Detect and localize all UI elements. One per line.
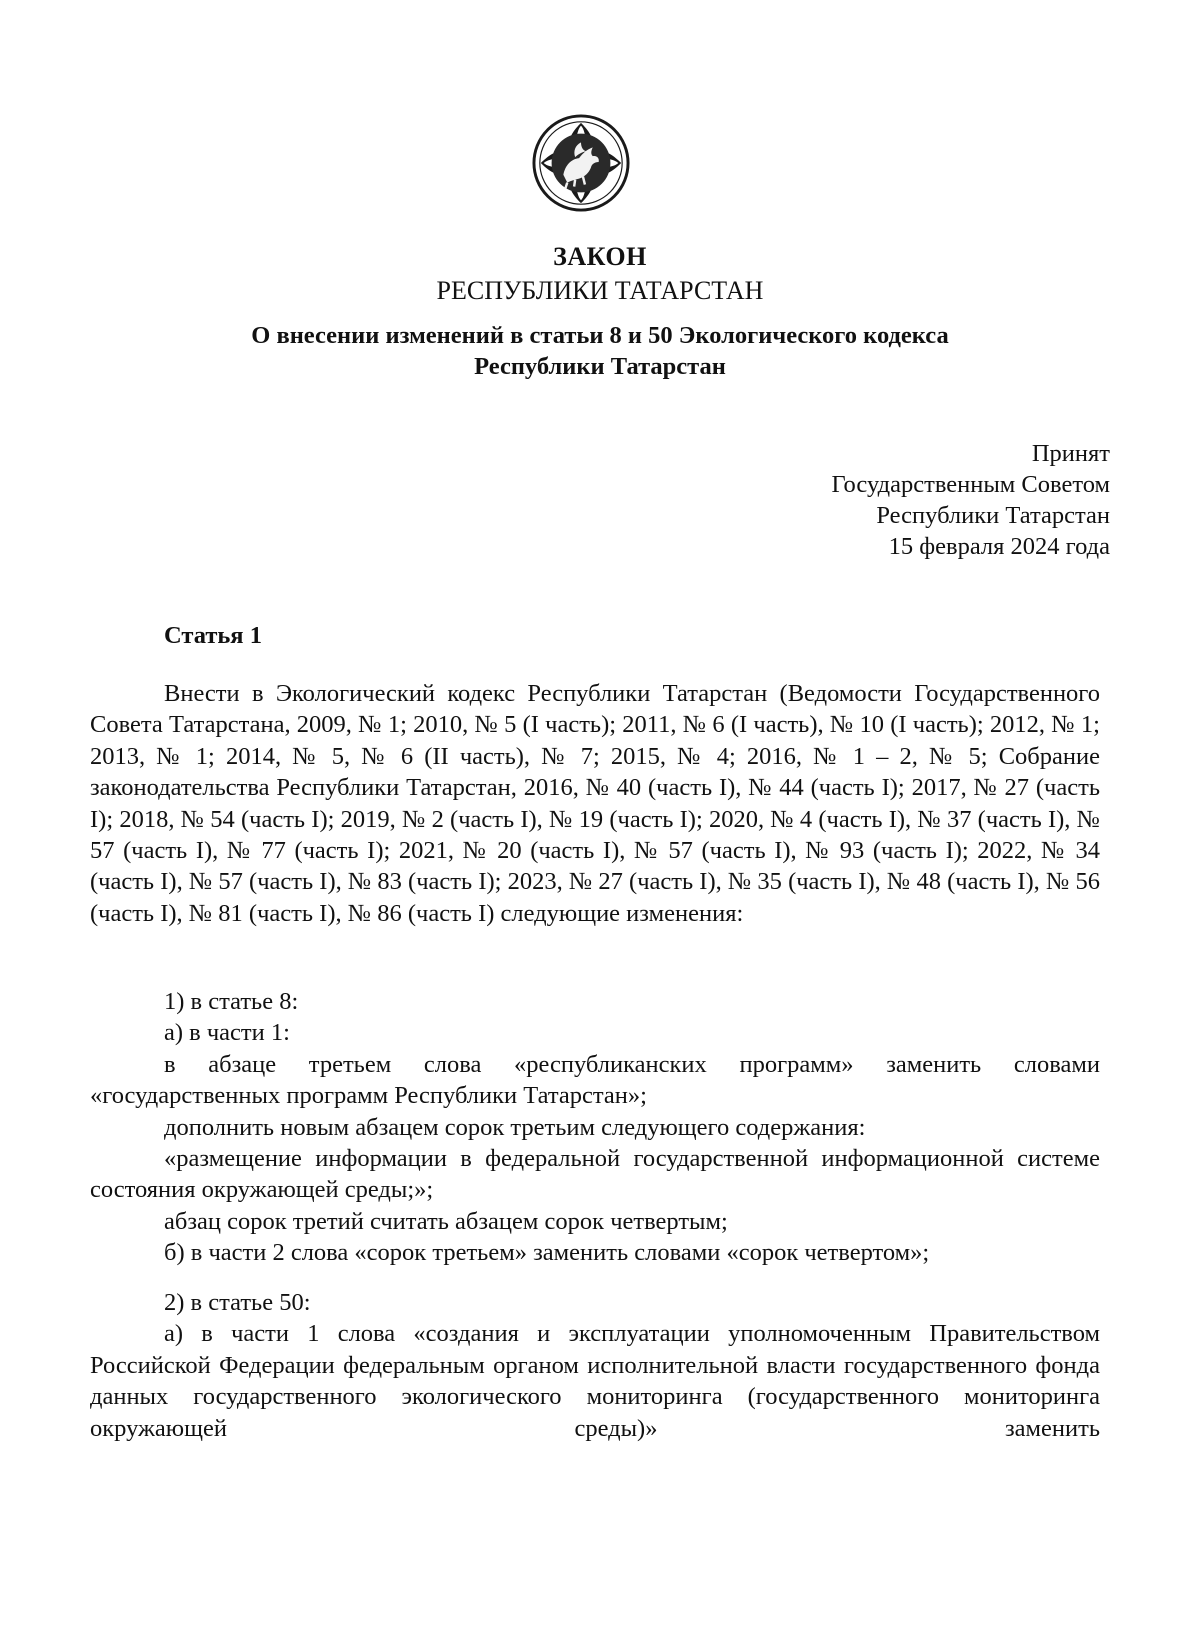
intro-paragraph: Внести в Экологический кодекс Республики Татарстан (Ведомости Государственного Совета Татарстана, 2009, № 1; 2010, № 5 (I часть); 2011, № 6 (I часть), № 10 (I часть); 2012, № 1; 2013, № 1; 2014, № 5, № 6 (II часть), № 7; 2015, № 4; 2016, № 1 – 2, № 5; Собрание законодательства Республики Татарстан, 2016, № 40 (часть I), № 44 (часть I); 2017, № 27 (часть I); 2018, № 54 (часть I); 2019, № 2 (часть I), № 19 (часть I); 2020, № 4 (часть I), № 37 (часть I), № 57 (часть I), № 77 (часть I); 2021, № 20 (часть I), № 57 (часть I), № 93 (часть I); 2022, № 34 (часть I), № 57 (часть I), № 83 (часть I); 2023, № 27 (часть I), № 35 (часть I), № 48 (часть I), № 56 (часть I), № 81 (часть I), № 86 (часть I) следующие изменения: — [90, 680, 1100, 927]
law-title — [0, 320, 1200, 382]
sub-item-a: а) в части 1: — [164, 1019, 290, 1047]
amendment-paragraph: абзац сорок третий считать абзацем сорок четвертым; — [164, 1207, 728, 1235]
law-title-line: Республики Татарстан — [474, 353, 726, 380]
law-heading: ЗАКОН — [553, 242, 647, 271]
amendment-paragraph: в абзаце третьем слова «республиканских программ» заменить словами «государственных программ Республики Татарстан»; — [90, 1050, 1100, 1110]
article-intro — [90, 678, 1100, 929]
adoption-line: Республики Татарстан — [876, 502, 1110, 529]
sub-item-b: б) в части 2 слова «сорок третьем» заменить словами «сорок четвертом»; — [164, 1239, 930, 1267]
adoption-date: 15 февраля 2024 года — [888, 533, 1110, 560]
item-label: 1) в статье 8: — [164, 988, 299, 1015]
amendment-paragraph: «размещение информации в федеральной государственной информационной системе состояния окружающей среды;»; — [90, 1145, 1100, 1204]
adoption-line: Государственным Советом — [831, 471, 1110, 498]
adoption-line: Принят — [1031, 440, 1110, 467]
amendment-item-2 — [90, 1287, 1100, 1444]
tatarstan-emblem-icon — [532, 114, 630, 212]
amendment-paragraph: дополнить новым абзацем сорок третьим следующего содержания: — [164, 1113, 866, 1141]
adoption-block — [832, 438, 1110, 562]
law-title-line: О внесении изменений в статьи 8 и 50 Экологического кодекса — [251, 322, 949, 349]
article-heading: Статья 1 — [164, 622, 262, 649]
sub-item-a: а) в части 1 слова «создания и эксплуатации уполномоченным Правительством Российской Федерации федеральным органом исполнительной власти государственного фонда данных государственного экологического мониторинга (государственного мониторинга окружающей среды)» заменить — [90, 1320, 1100, 1442]
republic-heading: РЕСПУБЛИКИ ТАТАРСТАН — [436, 276, 764, 305]
item-label: 2) в статье 50: — [164, 1289, 311, 1316]
amendment-item-1 — [90, 986, 1100, 1269]
